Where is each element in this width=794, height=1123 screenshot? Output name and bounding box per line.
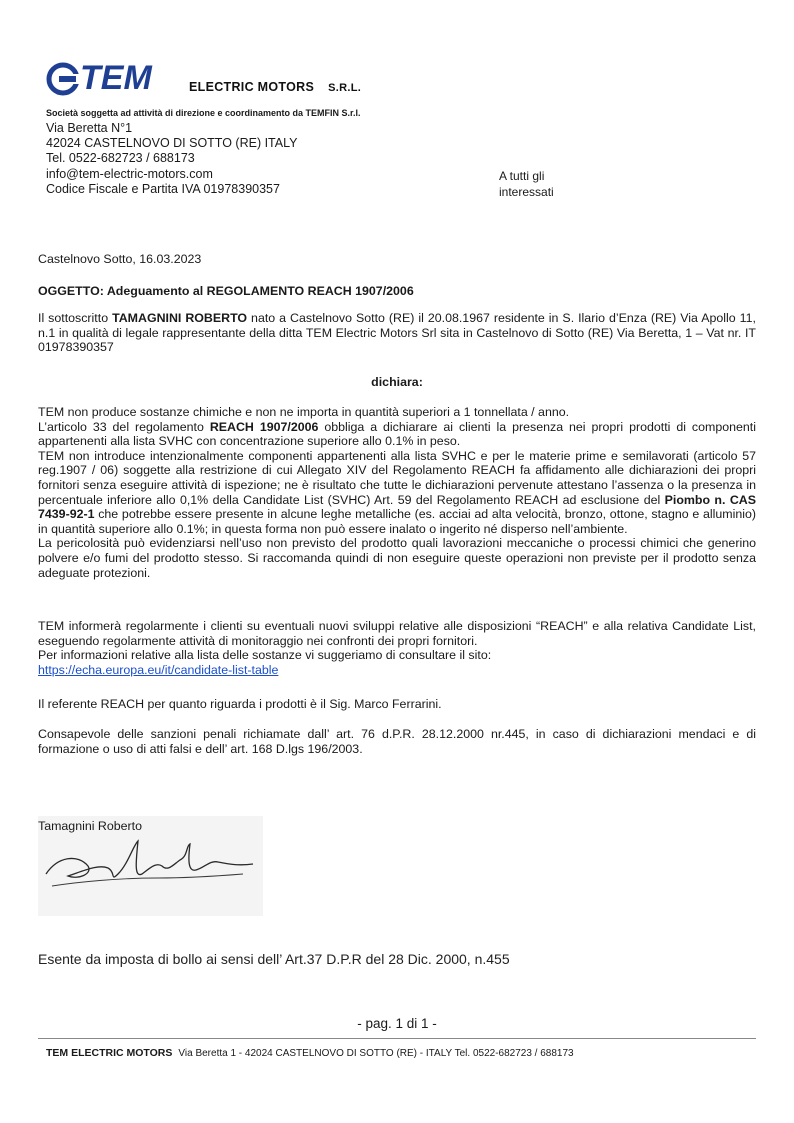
footer-divider [38, 1038, 756, 1039]
inform-paragraph [38, 619, 756, 677]
subject-text: Adeguamento al REGOLAMENTO REACH 1907/2006 [106, 284, 414, 298]
logo-subtitle-text: ELECTRIC MOTORS [189, 80, 315, 94]
recipient [499, 169, 554, 200]
decl-b-pre: TEM non introduce intenzionalmente componenti appartenenti alla lista SVHC e per le materie prime e semilavorati (articolo 57 reg.1907 / 06) soggette alla restrizione di cui Allegato XIV del Regolamento REACH fa affidamento alle dichiarazioni dei propri fornitori senza eseguire attività di ispezione; ne è risultato che tutte le dichiarazioni pervenute attestano l’assenza o la presenza in percentuale inferiore allo 0,1% della Candidate List (SVHC) Art. 59 del Regolamento REACH ad esclusione del [38, 448, 756, 507]
logo-suffix: S.R.L. [328, 82, 362, 94]
declares-heading: dichiara: [371, 375, 423, 389]
intro-paragraph [38, 311, 756, 355]
letter-subject [38, 284, 414, 298]
company-address [46, 121, 297, 197]
address-line: 42024 CASTELNOVO DI SOTTO (RE) ITALY [46, 136, 298, 151]
tem-logo-icon [46, 62, 80, 96]
page-footer [46, 1047, 574, 1059]
footer-company: TEM ELECTRIC MOTORS [46, 1047, 173, 1059]
address-line: Tel. 0522-682723 / 688173 [46, 151, 195, 166]
recipient-line: A tutti gli [499, 169, 545, 183]
page-number: - pag. 1 di 1 - [357, 1016, 437, 1031]
recipient-line: interessati [499, 184, 554, 199]
declaration-article33 [38, 420, 756, 449]
signer-name: Tamagnini Roberto [38, 819, 143, 833]
address-line: Via Beretta N°1 [46, 121, 133, 135]
decl-a-bold: REACH 1907/2006 [209, 419, 319, 434]
address-line: Codice Fiscale e Partita IVA 01978390357 [46, 181, 280, 196]
subject-label: OGGETTO: [38, 284, 104, 298]
echa-link[interactable]: https://echa.europa.eu/it/candidate-list-table [38, 662, 279, 677]
decl-a-post: obbliga a dichiarare ai clienti la presenza nei propri prodotti di componenti appartenenti alla lista SVHC con concentrazione superiore allo 0.1% in peso. [38, 419, 756, 449]
logo-subtitle [189, 80, 361, 94]
decl-a-pre: L’articolo 33 del regolamento [38, 419, 210, 434]
sanctions-paragraph: Consapevole delle sanzioni penali richiamate dall’ art. 76 d.P.R. 28.12.2000 nr.445, in caso di dichiarazioni mendaci e di formazione o uso di atti falsi e dell’ art. 168 D.lgs 196/2003. [38, 727, 756, 756]
inform-text: TEM informerà regolarmente i clienti su eventuali nuovi sviluppi relative alle disposizioni “REACH” e alla relativa Candidate List, eseguendo regolarmente attività di monitoraggio nei confronti dei propri fornitori. [38, 619, 756, 648]
decl-b-post: che potrebbe essere presente in alcune leghe metalliche (es. acciai ad alta velocità, bronzo, ottone, stagno e alluminio) in quantità superiore allo 0.1%; in questa forma non può essere inalato o ingerito né disperso nell’ambiente. [38, 507, 756, 536]
declaration-hazard: La pericolosità può evidenziarsi nell’uso non previsto del prodotto quali lavorazioni meccaniche o processi chimici che generino polvere e/o fumi del prodotto stesso. Si raccomanda quindi di non eseguire queste operazioni non previste per il prodotto senza adeguate protezioni. [38, 536, 756, 580]
decl-b-bold: Piombo n. CAS 7439-92-1 [38, 492, 756, 522]
intro-pre: Il sottoscritto [38, 311, 113, 325]
subsidiary-note: Società soggetta ad attività di direzione e coordinamento da TEMFIN S.r.l. [46, 108, 361, 118]
info-site-text: Per informazioni relative alla lista delle sostanze vi suggeriamo di consultare il sito: [38, 648, 492, 663]
logo-word: TEM [80, 59, 152, 97]
referent-paragraph: Il referente REACH per quanto riguarda i prodotti è il Sig. Marco Ferrarini. [38, 697, 442, 711]
signer-name-bold: TAMAGNINI ROBERTO [112, 311, 248, 325]
declaration-body [38, 405, 756, 580]
footer-details: Via Beretta 1 - 42024 CASTELNOVO DI SOTTO (RE) - ITALY Tel. 0522-682723 / 688173 [178, 1048, 574, 1059]
company-logo [46, 59, 362, 100]
declaration-line: TEM non produce sostanze chimiche e non ne importa in quantità superiori a 1 tonnellata / anno. [38, 405, 570, 419]
address-email: info@tem-electric-motors.com [46, 166, 213, 181]
intro-post: nato a Castelnovo Sotto (RE) il 20.08.1967 residente in S. Ilario d’Enza (RE) Via Apollo 11, n.1 in qualità di legale rappresentante della ditta TEM Electric Motors Srl sita in Castelnovo di Sotto (RE) Via Beretta, 1 – Vat nr. IT 01978390357 [38, 311, 756, 355]
letter-date: Castelnovo Sotto, 16.03.2023 [38, 252, 202, 266]
stamp-duty-note: Esente da imposta di bollo ai sensi dell’ Art.37 D.P.R del 28 Dic. 2000, n.455 [38, 951, 510, 967]
declaration-svhc [38, 449, 756, 537]
